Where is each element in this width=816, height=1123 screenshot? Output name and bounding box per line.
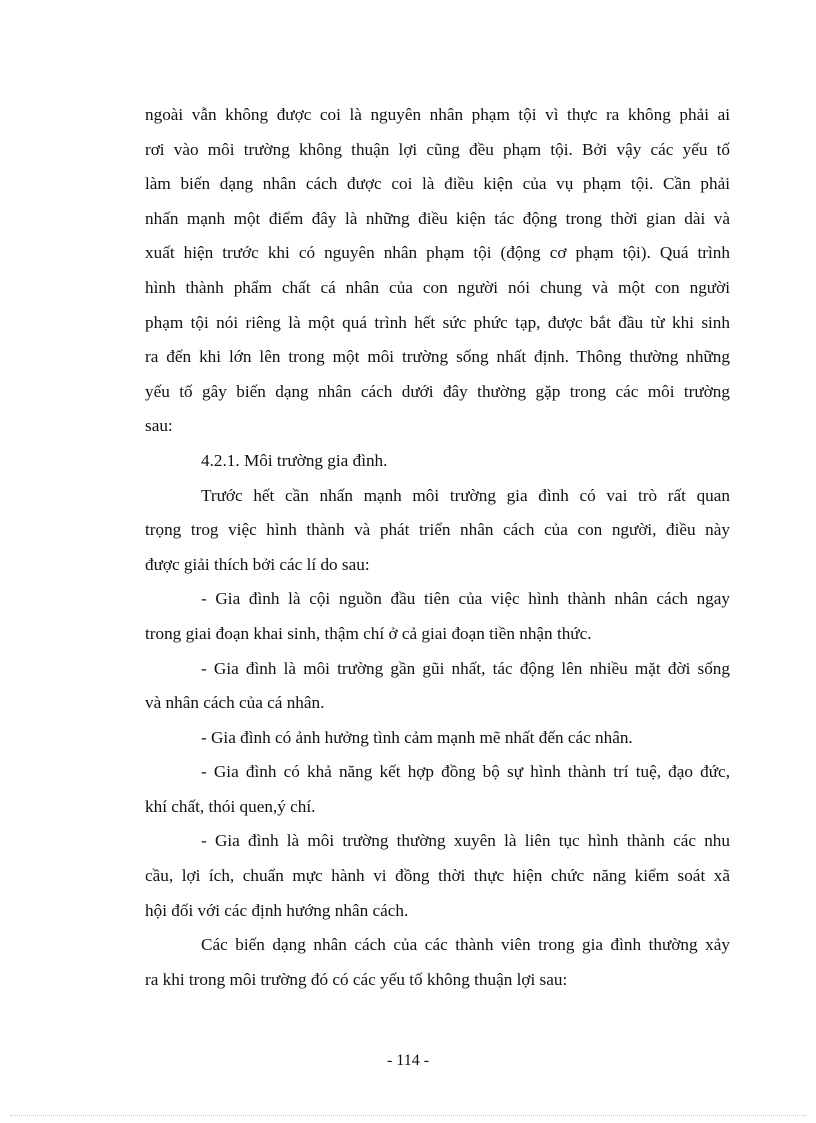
- text-line-21: khí chất, thói quen,ý chí.: [145, 796, 316, 816]
- text-line-22: - Gia đình là môi trường thường xuyên là liên tục hình thành các nhu: [201, 831, 730, 851]
- text-line-4: nhấn mạnh một điểm đây là những điều kiện tác động trong thời gian dài và: [145, 208, 730, 228]
- text-line-20: - Gia đình có khả năng kết hợp đồng bộ sự hình thành trí tuệ, đạo đức,: [201, 762, 730, 782]
- text-line-24: hội đối với các định hướng nhân cách.: [145, 900, 409, 920]
- text-line-7: phạm tội nói riêng là một quá trình hết sức phức tạp, được bắt đầu từ khi sinh: [145, 312, 730, 332]
- text-line-10: sau:: [145, 416, 173, 436]
- text-line-15: - Gia đình là cội nguồn đầu tiên của việc hình thành nhân cách ngay: [201, 589, 730, 609]
- text-line-6: hình thành phẩm chất cá nhân của con người nói chung và một con người: [145, 277, 730, 297]
- text-line-14: được giải thích bởi các lí do sau:: [145, 554, 370, 574]
- text-line-23: cầu, lợi ích, chuẩn mực hành vi đồng thời thực hiện chức năng kiểm soát xã: [145, 866, 730, 886]
- text-line-26: ra khi trong môi trường đó có các yếu tố không thuận lợi sau:: [145, 969, 568, 989]
- text-line-9: yếu tố gây biến dạng nhân cách dưới đây thường gặp trong các môi trường: [145, 381, 730, 401]
- text-line-8: ra đến khi lớn lên trong một môi trường sống nhất định. Thông thường những: [145, 347, 730, 367]
- section-heading: 4.2.1. Môi trường gia đình.: [201, 450, 388, 470]
- text-line-25: Các biến dạng nhân cách của các thành viên trong gia đình thường xảy: [201, 935, 730, 955]
- text-line-17: - Gia đình là môi trường gần gũi nhất, tác động lên nhiều mặt đời sống: [201, 658, 730, 678]
- text-line-13: trọng trog việc hình thành và phát triển nhân cách của con người, điều này: [145, 520, 730, 540]
- text-line-19: - Gia đình có ảnh hưởng tình cảm mạnh mẽ nhất đến các nhân.: [201, 727, 633, 747]
- text-line-3: làm biến dạng nhân cách được coi là điều kiện của vụ phạm tội. Cần phải: [145, 174, 730, 194]
- text-line-1: ngoài vẫn không được coi là nguyên nhân phạm tội vì thực ra không phải ai: [145, 105, 730, 124]
- page-number: - 114 -: [386, 1052, 430, 1069]
- page-bottom-divider: [10, 1115, 806, 1116]
- text-line-16: trong giai đoạn khai sinh, thậm chí ở cả giai đoạn tiền nhận thức.: [145, 623, 592, 643]
- body-text: [145, 98, 730, 997]
- text-line-2: rơi vào môi trường không thuận lợi cũng đều phạm tội. Bởi vậy các yếu tố: [145, 139, 730, 159]
- text-line-12: Trước hết cần nhấn mạnh môi trường gia đình có vai trò rất quan: [201, 485, 730, 505]
- text-line-18: và nhân cách của cá nhân.: [145, 693, 325, 713]
- text-line-5: xuất hiện trước khi có nguyên nhân phạm tội (động cơ phạm tội). Quá trình: [145, 243, 730, 263]
